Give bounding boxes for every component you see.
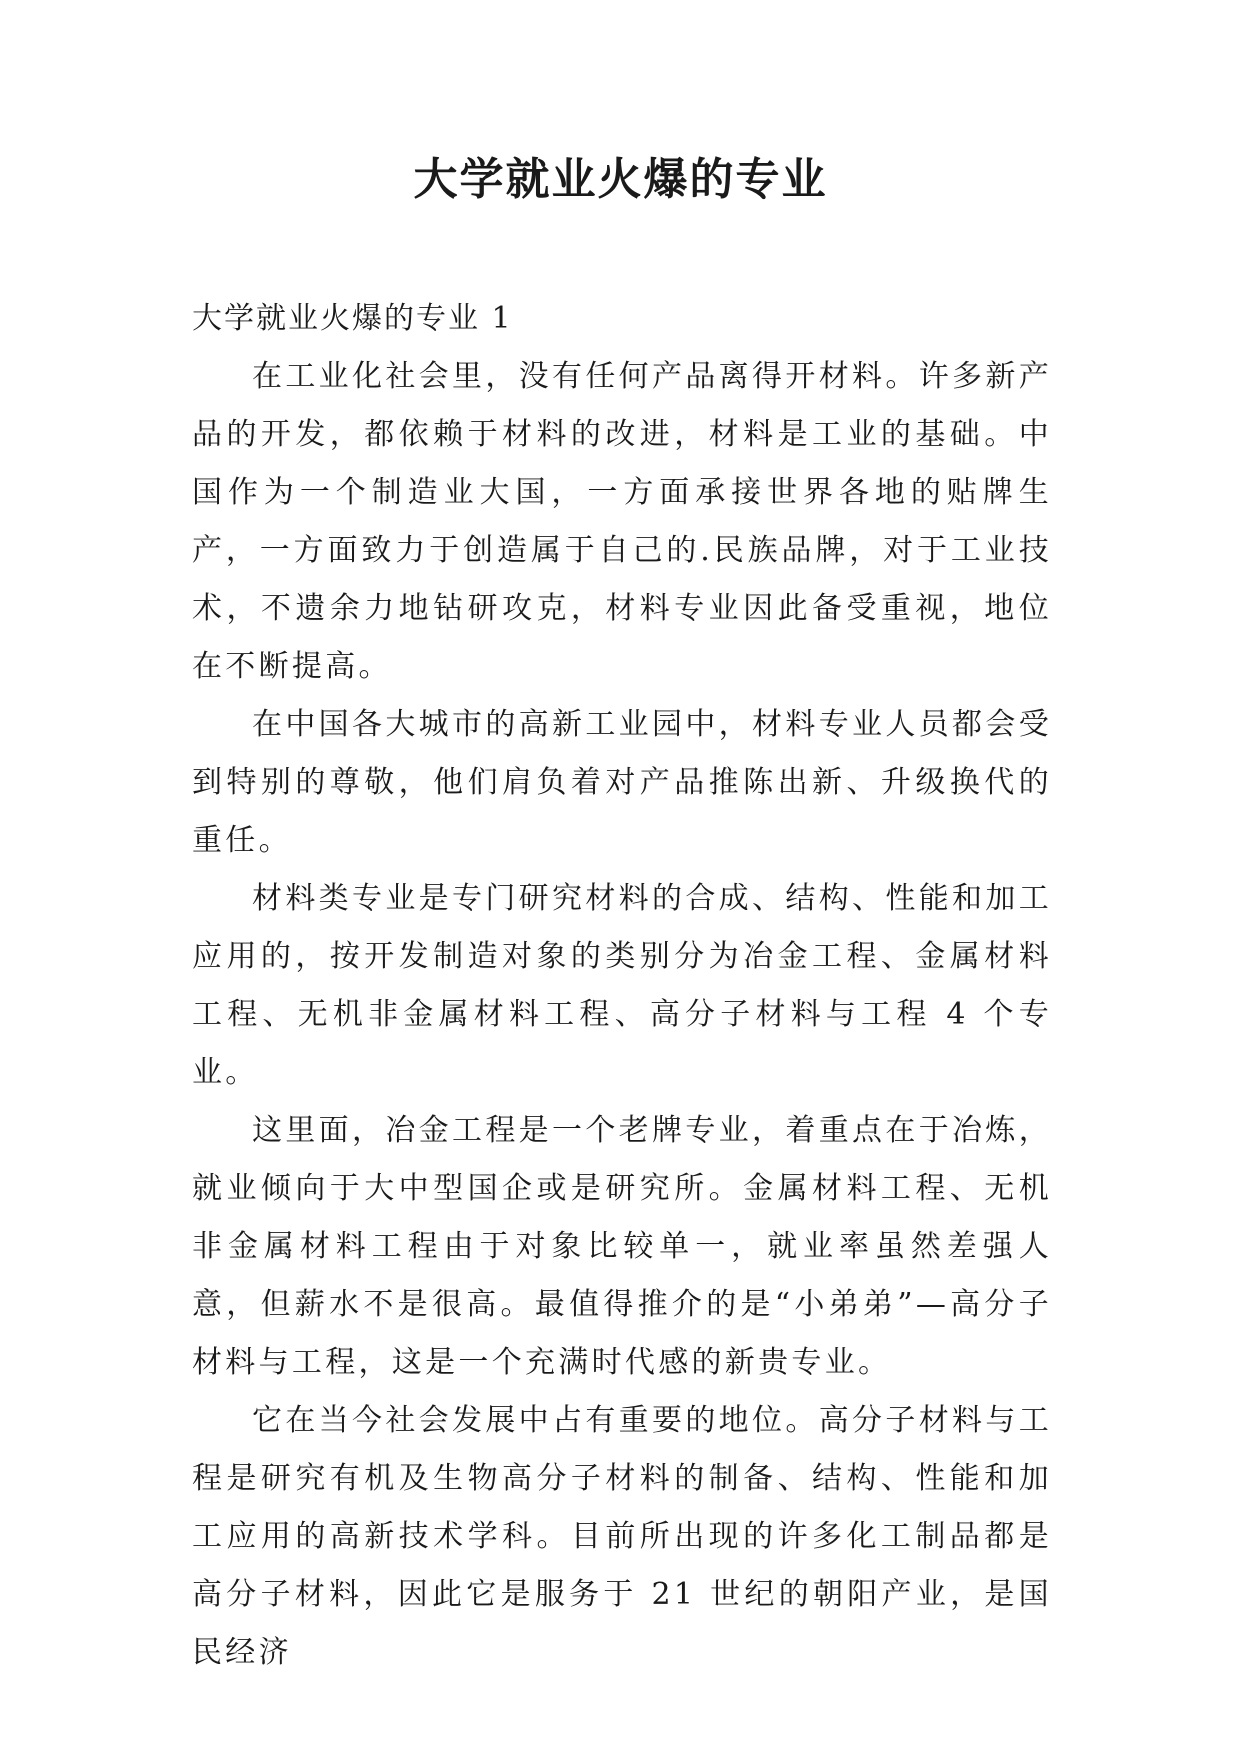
section-heading: 大学就业火爆的专业 1	[192, 301, 513, 336]
document-body	[192, 290, 1052, 1682]
paragraph-4: 这里面，冶金工程是一个老牌专业，着重点在于冶炼，就业倾向于大中型国企或是研究所。金属材料工程、无机非金属材料工程由于对象比较单一，就业率虽然差强人意，但薪水不是很高。最值得推介的是“小弟弟”—高分子材料与工程，这是一个充满时代感的新贵专业。	[192, 1113, 1052, 1380]
document-title: 大学就业火爆的专业	[413, 154, 828, 205]
paragraph-2: 在中国各大城市的高新工业园中，材料专业人员都会受到特别的尊敬，他们肩负着对产品推陈出新、升级换代的重任。	[192, 707, 1052, 858]
paragraph-3: 材料类专业是专门研究材料的合成、结构、性能和加工应用的，按开发制造对象的类别分为冶金工程、金属材料工程、无机非金属材料工程、高分子材料与工程 4 个专业。	[192, 881, 1052, 1090]
paragraph-5: 它在当今社会发展中占有重要的地位。高分子材料与工程是研究有机及生物高分子材料的制备、结构、性能和加工应用的高新技术学科。目前所出现的许多化工制品都是高分子材料，因此它是服务于 21 世纪的朝阳产业，是国民经济	[192, 1403, 1052, 1670]
paragraph-1: 在工业化社会里，没有任何产品离得开材料。许多新产品的开发，都依赖于材料的改进，材料是工业的基础。中国作为一个制造业大国，一方面承接世界各地的贴牌生产，一方面致力于创造属于自己的.民族品牌，对于工业技术，不遗余力地钻研攻克，材料专业因此备受重视，地位在不断提高。	[192, 359, 1052, 684]
